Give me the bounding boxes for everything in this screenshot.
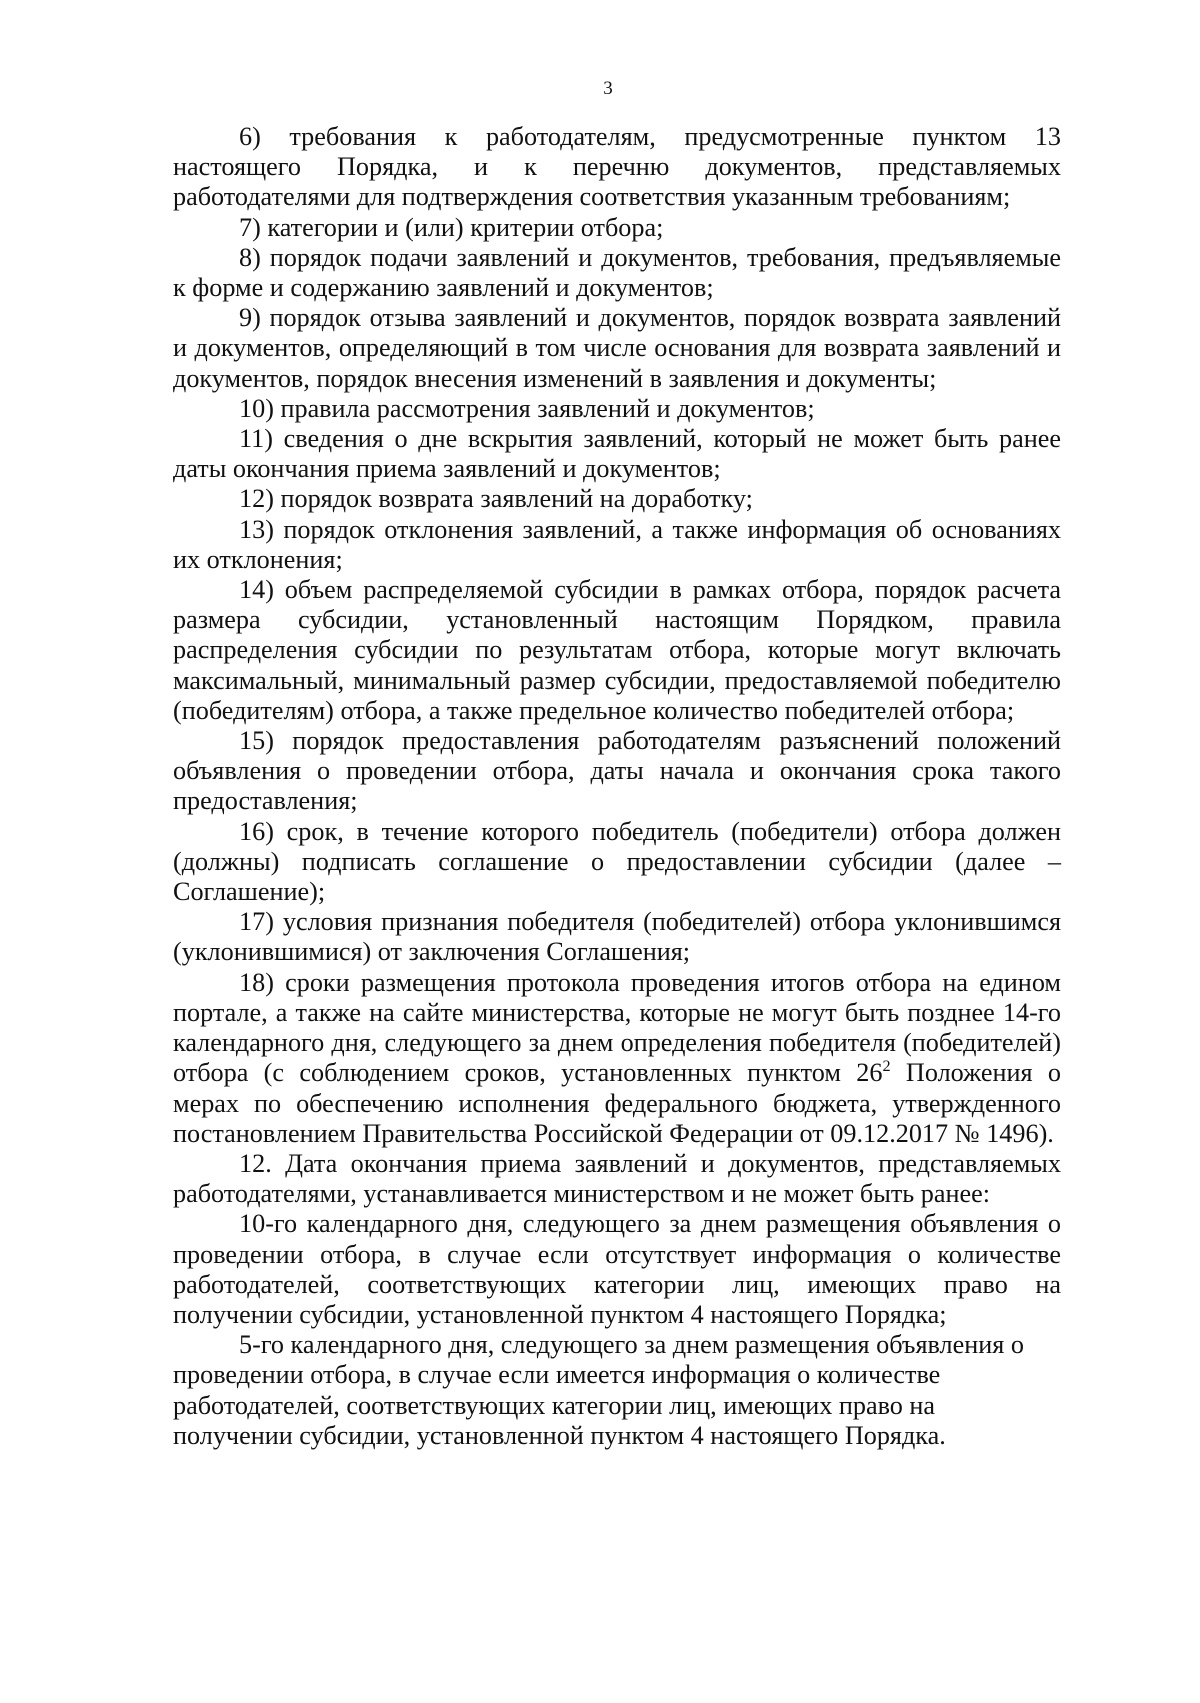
paragraph-item-18 <box>173 968 1061 1149</box>
paragraph-clause-12: 12. Дата окончания приема заявлений и документов, представляемых работодателями, устанавливается министерством и не может быть ранее: <box>173 1148 1061 1209</box>
paragraph-18-text-start: 18) сроки размещения протокола проведения итогов отбора на едином портале, а также на сайте министерства, которые не могут быть позднее 14-го календарного дня, следующего за днем определения победителя (победителей) отбора (с соблюдением сроков, установленных пунктом 26 <box>173 967 1061 1088</box>
paragraph-item-9: 9) порядок отзыва заявлений и документов, порядок возврата заявлений и документов, определяющий в том числе основания для возврата заявлений и документов, порядок внесения изменений в заявления и документы; <box>173 303 1061 393</box>
paragraph-10th-day: 10-го календарного дня, следующего за днем размещения объявления о проведении отбора, в случае если отсутствует информация о количестве работодателей, соответствующих категории лиц, имеющих право на получении субсидии, установленной пунктом 4 настоящего Порядка; <box>173 1209 1061 1329</box>
paragraph-5th-day: 5-го календарного дня, следующего за днем размещения объявления о проведении отбора, в случае если имеется информация о количестве работодателей, соответствующих категории лиц, имеющих право на получении субсидии, установленной пунктом 4 настоящего Порядка. <box>173 1330 1024 1450</box>
paragraph-item-11: 11) сведения о дне вскрытия заявлений, который не может быть ранее даты окончания приема заявлений и документов; <box>173 424 1061 484</box>
paragraph-18-text-end: Положения о мерах по обеспечению исполнения федерального бюджета, утвержденного постановлением Правительства Российской Федерации от 09.12.2017 № 1496). <box>173 1058 1061 1148</box>
paragraph-item-12: 12) порядок возврата заявлений на доработку; <box>239 484 753 514</box>
paragraph-item-13: 13) порядок отклонения заявлений, а также информация об основаниях их отклонения; <box>173 514 1061 574</box>
page-number: 3 <box>603 78 613 99</box>
document-body <box>173 122 1061 1451</box>
paragraph-item-14: 14) объем распределяемой субсидии в рамках отбора, порядок расчета размера субсидии, установленный настоящим Порядком, правила распределения субсидии по результатам отбора, которые могут включать максимальный, минимальный размер субсидии, предоставляемой победителю (победителям) отбора, а также предельное количество победителей отбора; <box>173 575 1061 725</box>
paragraph-item-16: 16) срок, в течение которого победитель (победители) отбора должен (должны) подписать соглашение о предоставлении субсидии (далее – Соглашение); <box>173 816 1061 907</box>
paragraph-item-8: 8) порядок подачи заявлений и документов, требования, предъявляемые к форме и содержанию заявлений и документов; <box>173 242 1061 303</box>
paragraph-item-6: 6) требования к работодателям, предусмотренные пунктом 13 настоящего Порядка, и к перечню документов, представляемых работодателями для подтверждения соответствия указанным требованиям; <box>173 122 1061 212</box>
paragraph-item-15: 15) порядок предоставления работодателям разъяснений положений объявления о проведении отбора, даты начала и окончания срока такого предоставления; <box>173 726 1061 816</box>
paragraph-item-17: 17) условия признания победителя (победителей) отбора уклонившимся (уклонившимися) от заключения Соглашения; <box>173 907 1061 967</box>
superscript-2: 2 <box>882 1057 891 1076</box>
paragraph-item-7: 7) категории и (или) критерии отбора; <box>239 212 664 242</box>
paragraph-item-10: 10) правила рассмотрения заявлений и документов; <box>239 393 815 423</box>
